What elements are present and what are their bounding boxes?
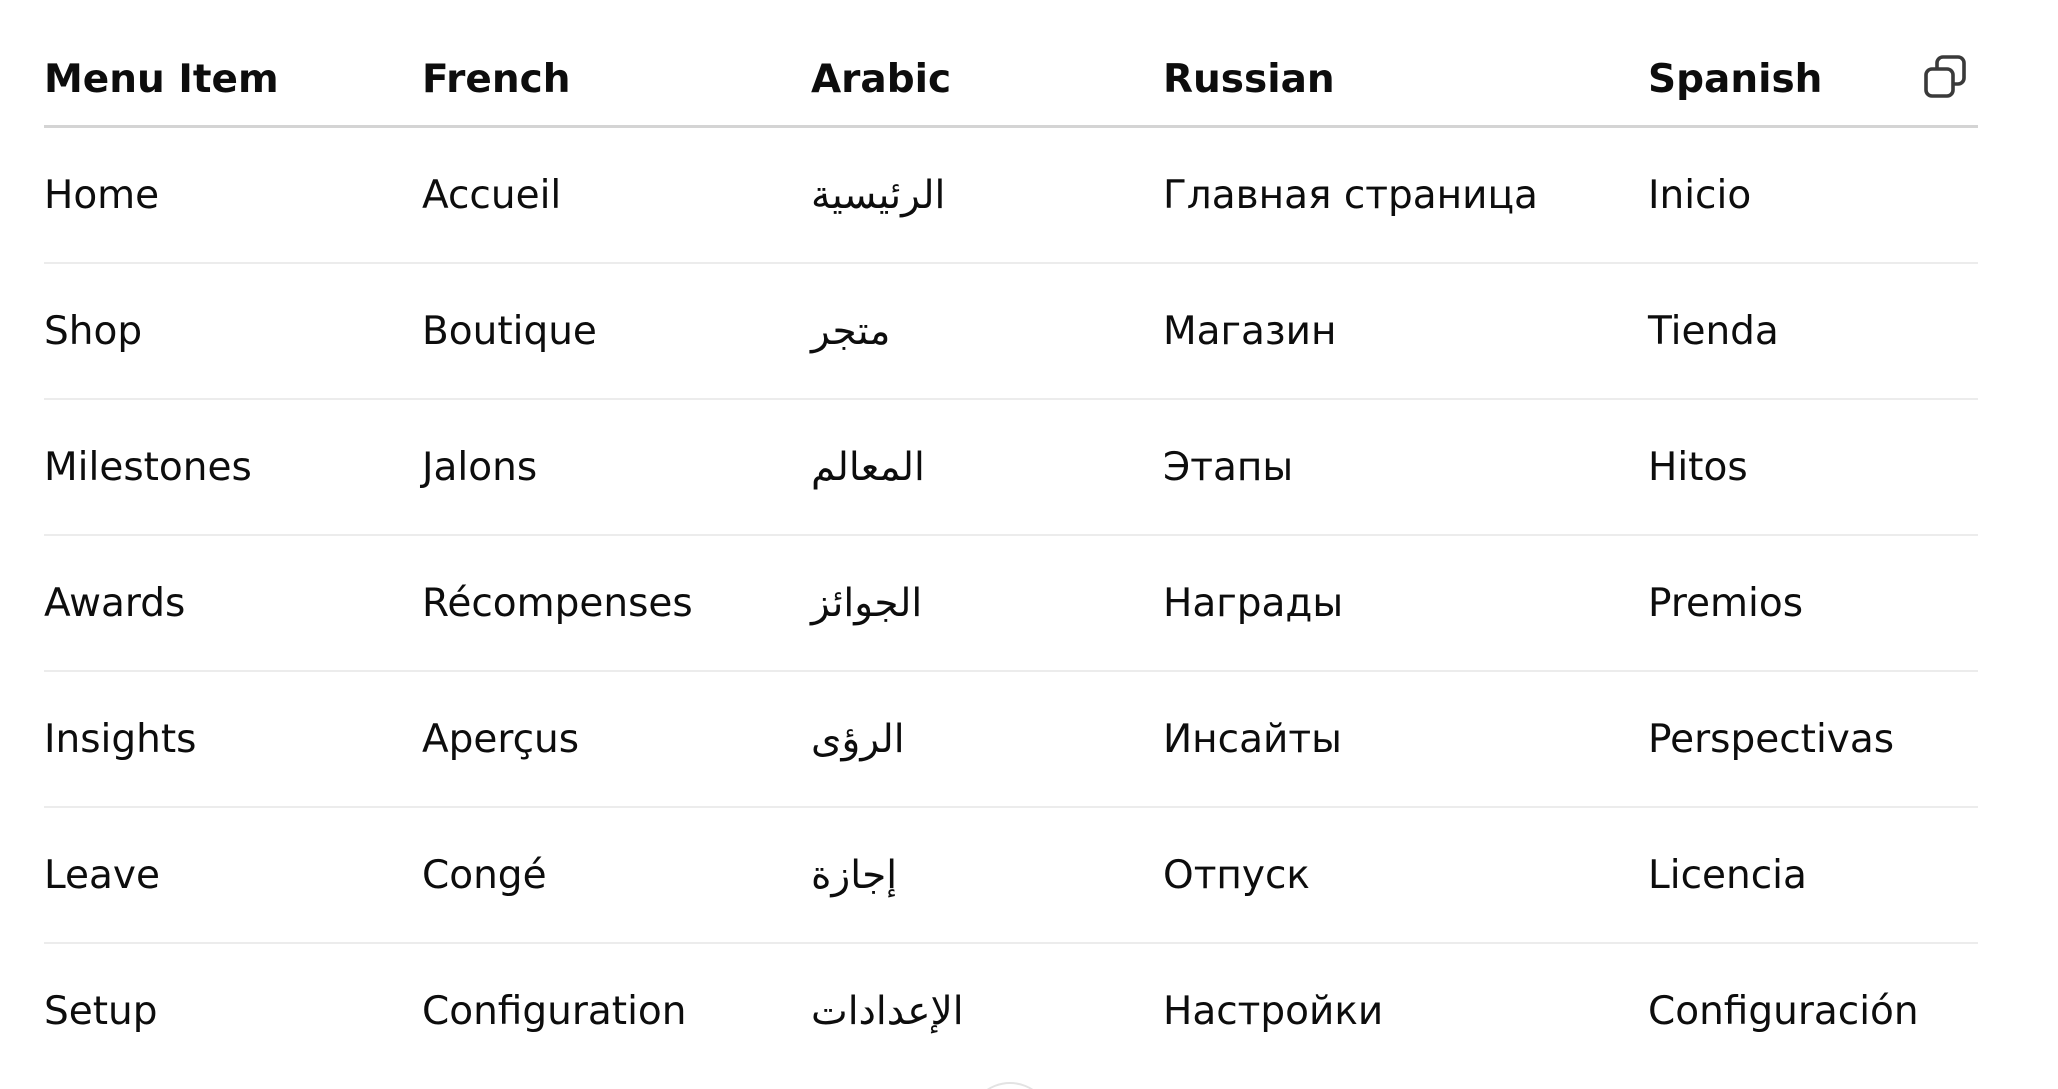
cell-french: Boutique [422, 263, 811, 399]
cell-russian: Главная страница [1163, 127, 1648, 264]
cell-arabic [811, 943, 1163, 1078]
cell-menu-item: Milestones [44, 399, 422, 535]
table-row [44, 127, 1978, 264]
arabic-text: الجوائز [811, 580, 923, 626]
cell-arabic [811, 263, 1163, 399]
cell-spanish: Premios [1648, 535, 1978, 671]
cell-french: Configuration [422, 988, 687, 1034]
arabic-text: الإعدادات [811, 988, 964, 1034]
column-header-russian: Russian [1163, 34, 1648, 127]
cell-menu-item: Home [44, 127, 422, 264]
cell-french: Récompenses [422, 535, 811, 671]
arabic-text: الرؤى [811, 716, 905, 762]
cell-french: Jalons [422, 399, 811, 535]
cell-arabic [811, 127, 1163, 264]
cell-menu-item: Insights [44, 671, 422, 807]
cell-spanish: Perspectivas [1648, 671, 1978, 807]
copy-icon [1922, 54, 1968, 100]
cell-menu-item: Setup [44, 988, 158, 1034]
cell-russian: Инсайты [1163, 671, 1648, 807]
cell-arabic [811, 807, 1163, 943]
table-row [44, 807, 1978, 943]
cell-russian: Магазин [1163, 263, 1648, 399]
cell-french: Accueil [422, 127, 811, 264]
cell-spanish: Inicio [1648, 127, 1978, 264]
cell-russian: Этапы [1163, 399, 1648, 535]
cell-menu-item: Shop [44, 263, 422, 399]
table-row [44, 399, 1978, 535]
table-row [44, 671, 1978, 807]
cell-spanish: Configuración [1648, 988, 1919, 1034]
cell-menu-item: Leave [44, 807, 422, 943]
cell-russian: Настройки [1163, 988, 1384, 1034]
column-header-arabic: Arabic [811, 34, 1163, 127]
translation-table [44, 34, 1978, 1078]
scroll-down-button[interactable] [968, 1082, 1052, 1089]
arabic-text: الرئيسية [811, 172, 946, 218]
table-row [44, 535, 1978, 671]
cell-spanish: Hitos [1648, 399, 1978, 535]
column-header-french: French [422, 34, 811, 127]
cell-spanish: Tienda [1648, 263, 1978, 399]
column-header-menu-item: Menu Item [44, 34, 422, 127]
cell-russian: Награды [1163, 535, 1648, 671]
cell-french: Aperçus [422, 671, 811, 807]
table-row [44, 263, 1978, 399]
cell-french: Congé [422, 807, 811, 943]
cell-spanish: Licencia [1648, 807, 1978, 943]
column-header-spanish: Spanish [1648, 34, 1978, 127]
arabic-text: المعالم [811, 444, 925, 490]
table-row [44, 943, 1978, 1078]
arabic-text: إجازة [811, 852, 898, 898]
cell-arabic [811, 535, 1163, 671]
copy-table-button[interactable] [1922, 54, 1968, 100]
table-header-row [44, 34, 1978, 127]
cell-russian: Отпуск [1163, 807, 1648, 943]
translation-table-container [44, 34, 1978, 1078]
cell-arabic [811, 399, 1163, 535]
cell-arabic [811, 671, 1163, 807]
cell-menu-item: Awards [44, 535, 422, 671]
arabic-text: متجر [811, 308, 891, 354]
